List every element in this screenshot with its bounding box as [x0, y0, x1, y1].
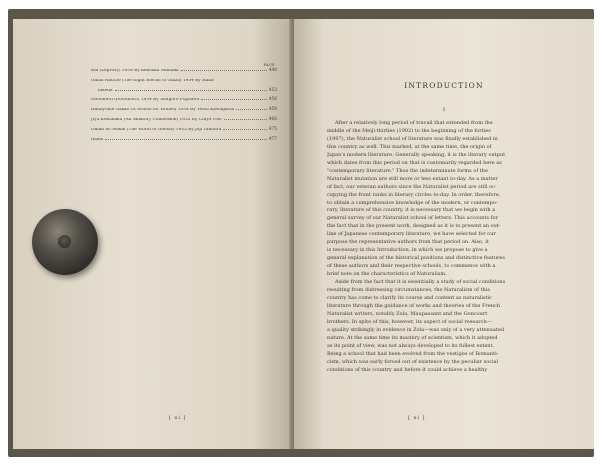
text-line: is necessary in this Introduction, in which we propose to give a: [327, 247, 488, 254]
introduction-body-text: [327, 120, 575, 375]
toc-entry: [91, 89, 277, 99]
text-line: rary, literature of this country, it is necessary that we begin with a: [327, 207, 496, 214]
toc-leader-dots: [181, 70, 267, 71]
toc-entry-page: 448: [268, 68, 277, 73]
text-line: of these authors and their respective schools, to commence with a: [327, 263, 496, 270]
text-line: purpose the representative authors from that period on. Also, it: [327, 239, 489, 246]
text-line: literature through the guidance of works and theories of the French: [327, 302, 501, 309]
text-line: country has come to clarify its course and content as naturalistic: [327, 294, 492, 301]
right-page: [294, 19, 594, 449]
text-line: nature. At the same time its mastery of scientism, which it adopted: [327, 334, 498, 341]
section-number: I: [443, 107, 445, 113]
text-line: Aside from the fact that it is essentially a study of social conditions: [335, 279, 506, 286]
text-line: cism, which was early forced out of existence by the peculiar social: [327, 358, 499, 365]
toc-entry-page: 477: [268, 136, 277, 142]
paperweight-center: [58, 235, 71, 248]
left-page: [13, 19, 293, 449]
toc-entry: [91, 128, 277, 138]
toc-entry: [91, 138, 277, 148]
text-line: conditions of this country and before it could achieve a healthy: [327, 366, 488, 373]
toc-leader-dots: [224, 119, 267, 120]
text-line: as its point of view, was not always developed to its fullest extent.: [327, 342, 495, 349]
text-line: brief note on the characteristics of Naturalism.: [327, 271, 447, 278]
toc-entry-title: Rai (Leprosy) 1934 By Kensaku Shimaki: [91, 69, 179, 73]
toc-entry-title: Ōmiki no Seikai (The World of Ghosts) 1935 By Jōji Tamiura: [91, 127, 222, 132]
text-line: general explanation of the historical positions and distinctive features: [327, 255, 505, 262]
text-line: Being a school that had been evolved from the vestiges of Romanti-: [327, 350, 499, 357]
text-line: Naturalist writers, notably Zola, Maupassant and the Goncourt: [327, 310, 488, 317]
toc-entry-page: 453: [268, 87, 277, 93]
toc-leader-dots: [223, 129, 266, 130]
toc-leader-dots: [105, 139, 267, 140]
toc-entry: [91, 69, 277, 79]
text-line: this country as well. This marked, at the same time, the origin of: [327, 143, 492, 150]
text-line: general survey of our Naturalist school of letters. This accounts for: [327, 215, 498, 222]
text-line: Japan's modern literature. Generally speaking, it is the literary output: [327, 151, 506, 158]
text-line: Naturalist mutation are still more or less extant to-day. As a matter: [327, 175, 498, 182]
toc-entry-page: 468: [268, 116, 277, 122]
text-line: resulting from distressing circumstances, the Naturalism of this: [327, 287, 490, 294]
text-line: After a relatively long period of travail that extended from the: [335, 120, 493, 126]
toc-entry: [91, 79, 277, 89]
toc-entry: [91, 108, 277, 118]
toc-entry-title: Index: [91, 137, 104, 142]
toc-entry-title: Takeda: [97, 88, 113, 93]
toc-entry: [91, 98, 277, 108]
text-line: cupying the front ranks in literary circles to-day. In order, therefore,: [327, 191, 501, 198]
right-page-folio: [ xi ]: [408, 415, 426, 421]
text-line: (1907), the Naturalist school of literature was finally established in: [327, 135, 498, 142]
text-line: which dates from this period on that is customarily regarded here as: [327, 159, 502, 166]
left-page-folio: [ xi ]: [169, 415, 187, 421]
toc-entry: [91, 118, 277, 128]
text-line: a quality strikingly in evidence in Zola—was only of a very attenuated: [327, 326, 505, 333]
text-line: the fact that in the present work, designed as it is to present an out-: [327, 223, 501, 230]
text-line: brothers. In spite of this, however, its aspect of social research—: [327, 318, 492, 325]
toc-entry-title: Ginza Hatchō (The Eight Blocks of Ginza) 1934 By Rinzō: [91, 78, 215, 83]
toc-leader-dots: [115, 90, 267, 91]
toc-entry-title: Jiyū Kokuhaku (An Amatory Confession) 1935 By Chiyo Uno: [91, 117, 222, 122]
text-line: of fact, our veteran authors since the Naturalist period are still oc-: [327, 183, 497, 190]
text-line: middle of the Meiji-thirties (1902) to the beginning of the forties: [327, 127, 491, 134]
introduction-heading: INTRODUCTION: [404, 81, 484, 90]
text-line: "contemporary literature." Thus the indeterminate forms of the: [327, 167, 488, 174]
text-line: line of Japanese contemporary literature, we have selected for our: [327, 231, 496, 238]
toc-entry-page: 459: [268, 107, 277, 113]
toc-entry-page: 456: [268, 97, 277, 103]
open-book: [8, 9, 594, 457]
toc-entry-title: Hanayome Gakkō (A School for Brides) 1934 By Tetsu Kawaguchi: [91, 108, 235, 113]
toc-leader-dots: [201, 99, 266, 100]
toc-entry-title: Dōtonbori (Dōtonbori) 1934 By Shūgorō Fujisawa: [91, 98, 200, 103]
toc-leader-dots: [236, 109, 267, 110]
paperweight-object: [32, 209, 98, 275]
toc-entry-page: 475: [268, 126, 277, 132]
text-line: to obtain a comprehensive knowledge of the modern, or contempo-: [327, 199, 498, 206]
toc-page-column-label: PAGE: [263, 63, 275, 67]
table-of-contents: [91, 69, 277, 147]
